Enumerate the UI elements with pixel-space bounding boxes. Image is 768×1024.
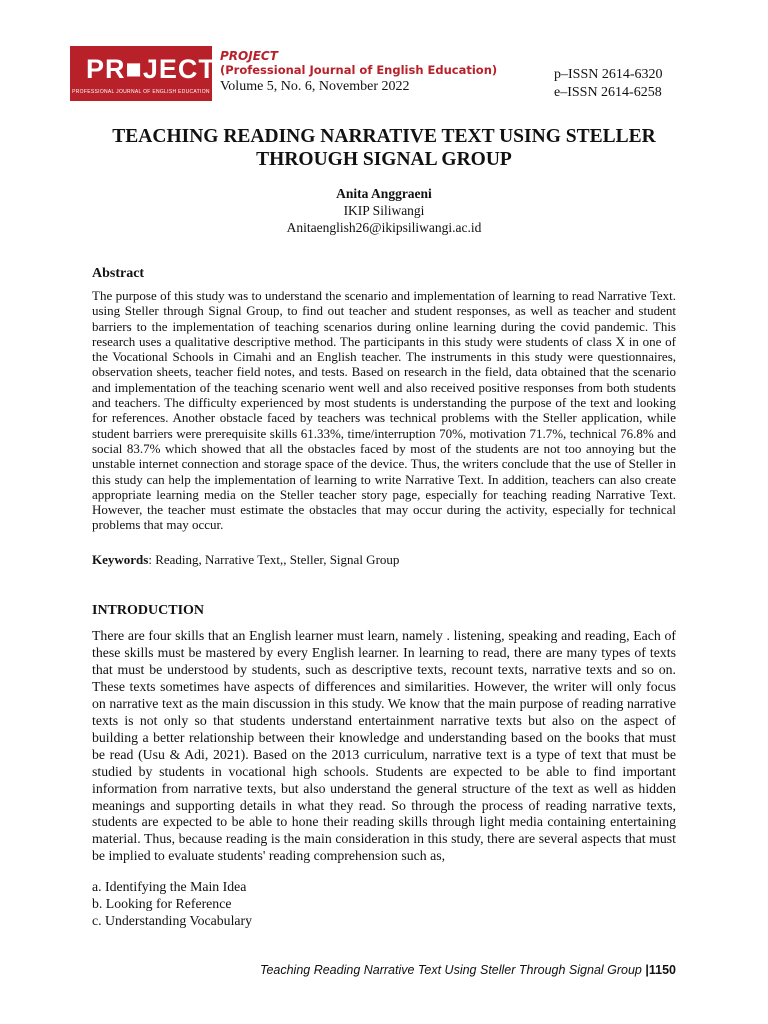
author-block [70, 185, 698, 236]
abstract-text: The purpose of this study was to understand the scenario and implementation of learning to read Narrative Text. using Steller through Signal Group, to find out teacher and student responses, as well as teacher and student barriers to the implementation of teaching scenarios during online learning during the covid pandemic. This research uses a qualitative descriptive method. The participants in this study were students of class X in one of the Vocational Schools in Cimahi and an English teacher. The instruments in this study were questionnaires, observation sheets, teacher field notes, and tests. Based on research in the field, data obtained that the scenario and implementation of the teaching scenario went well and also received positive responses from both students and teachers. The difficulty experienced by most students is understanding the purpose of the text and looking for references. Another obstacle faced by teachers was technical problems with the Steller application, while student barriers were prerequisite skills 61.33%, time/interruption 70%, motivation 71.7%, technical 76.8% and social 83.7% which showed that all the obstacles faced by most of the students are not too annoying but the unstable internet connection and storage space of the device. Thus, the writers conclude that the use of Steller in this study can help the implementation of learning to write Narrative Text. In addition, teachers can also create appropriate learning media on the Steller teacher story page, especially for teaching reading Narrative Text. However, the teacher must estimate the obstacles that may occur during the activity, especially for technical problems that may occur. [92, 288, 676, 533]
issn-block [554, 66, 663, 102]
footer-title: Teaching Reading Narrative Text Using Steller Through Signal Group [259, 963, 642, 977]
keywords-label: Keywords [92, 552, 149, 567]
list-item: b. Looking for Reference [92, 895, 232, 911]
journal-volume: Volume 5, No. 6, November 2022 [220, 79, 410, 94]
p-issn: p–ISSN 2614-6320 [554, 67, 663, 82]
list-item: c. Understanding Vocabulary [92, 912, 253, 928]
journal-name: PROJECT [220, 49, 278, 63]
list-item: a. Identifying the Main Idea [92, 879, 247, 894]
logo-wordmark: PR■JECT [86, 54, 216, 84]
journal-logo [70, 46, 216, 101]
paper-title [70, 125, 698, 171]
author-name: Anita Anggraeni [336, 186, 432, 201]
author-affiliation: IKIP Siliwangi [343, 203, 425, 218]
paper-title-line-2: THROUGH SIGNAL GROUP [256, 149, 512, 170]
page-number: |1150 [645, 963, 676, 977]
author-email: Anitaenglish26@ikipsiliwangi.ac.id [286, 220, 482, 235]
journal-full-name: (Professional Journal of English Education) [220, 63, 498, 77]
introduction-heading: INTRODUCTION [92, 603, 205, 618]
keywords-list: : Reading, Narrative Text,, Steller, Signal Group [148, 552, 400, 567]
page-footer [260, 963, 676, 977]
introduction-text: There are four skills that an English learner must learn, namely . listening, speaking and reading, Each of these skills must be mastered by every English learner. In learning to read, there are many types of texts that must be understood by students, such as descriptive texts, recount texts, narrative texts and so on. These texts sometimes have aspects of differences and similarities. However, the writer will only focus on narrative text as the main discussion in this study. We know that the main purpose of reading narrative texts is not only so that students understand entertainment narrative texts but also on the aspect of building a better relationship between their knowledge and understanding based on the books that must be read (Usu & Adi, 2021). Based on the 2013 curriculum, narrative text is a type of text that must be studied by students in vocational high schools. Students are expected to be able to find important information from narrative texts, but also understand the general structure of the text as well as hidden meanings and supporting details in what they read. So through the process of reading narrative texts, students are expected to be able to hone their reading skills through light media containing entertaining material. Thus, because reading is the main consideration in this study, there are several aspects that must be implied to evaluate students' reading comprehension such as, [92, 628, 676, 864]
paper-title-line-1: TEACHING READING NARRATIVE TEXT USING STELLER [112, 126, 656, 147]
e-issn: e–ISSN 2614-6258 [554, 85, 662, 100]
abstract-heading: Abstract [92, 266, 145, 281]
journal-header [220, 49, 560, 95]
logo-subtitle: PROFESSIONAL JOURNAL OF ENGLISH EDUCATION [72, 89, 210, 95]
keywords [92, 552, 399, 568]
introduction-list [92, 879, 252, 930]
